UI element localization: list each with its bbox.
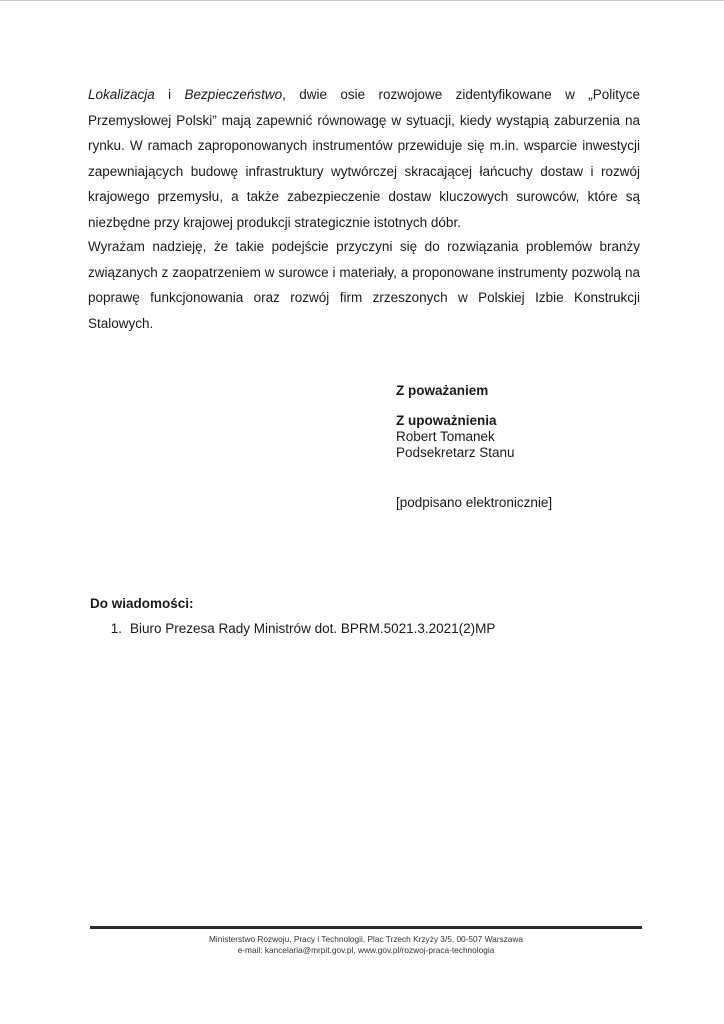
paragraph-1-connector: i: [154, 87, 185, 102]
footer: [90, 934, 642, 956]
term-bezpieczenstwo: Bezpieczeństwo: [184, 87, 283, 102]
closing-salutation: Z poważaniem: [396, 383, 489, 398]
cc-heading: Do wiadomości:: [90, 596, 194, 611]
signatory-title: Podsekretarz Stanu: [396, 445, 515, 460]
paragraph-1-body: , dwie osie rozwojowe zidentyfikowane w „Polityce Przemysłowej Polski” mają zapewnić równowagę w sytuacji, kiedy wystąpią zaburzenia na rynku. W ramach zaproponowanych instrumentów przewiduje się m.in. wsparcie inwestycji zapewniających budowę infrastruktury wytwórczej skracającej łańcuchy dostaw i rozwój krajowego przemysłu, a także zabezpieczenie dostaw kluczowych surowców, które są niezbędne przy krajowej produkcji strategicznie istotnych dóbr.: [88, 87, 640, 230]
cc-section: [90, 595, 650, 638]
signatory-name: Robert Tomanek: [396, 429, 495, 444]
footer-contact: e-mail: kancelaria@mrpit.gov.pl, www.gov.pl/rozwoj-praca-technologia: [237, 945, 495, 955]
footer-address: Ministerstwo Rozwoju, Pracy i Technologii, Plac Trzech Krzyży 3/5, 00-507 Warszawa: [208, 934, 524, 944]
letter-paragraph-2: Wyrażam nadzieję, że takie podejście przyczyni się do rozwiązania problemów branży związanych z zaopatrzeniem w surowce i materiały, a proponowane instrumenty pozwolą na poprawę funkcjonowania oraz rozwój firm zrzeszonych w Polskiej Izbie Konstrukcji Stalowych.: [88, 239, 640, 331]
authorization-line: Z upoważnienia: [396, 413, 497, 428]
cc-list: [90, 620, 650, 638]
footer-rule: [90, 926, 642, 929]
signature-block: [396, 383, 656, 511]
page-top-edge: [0, 0, 724, 1]
cc-item-text: Biuro Prezesa Rady Ministrów dot. BPRM.5021.3.2021(2)MP: [130, 621, 496, 636]
letter-paragraph-1: [88, 82, 640, 235]
term-lokalizacja: Lokalizacja: [88, 87, 155, 102]
cc-item-number: 1.: [110, 621, 122, 636]
electronic-signature-note: [podpisano elektronicznie]: [396, 495, 553, 510]
cc-list-item: [90, 620, 650, 638]
